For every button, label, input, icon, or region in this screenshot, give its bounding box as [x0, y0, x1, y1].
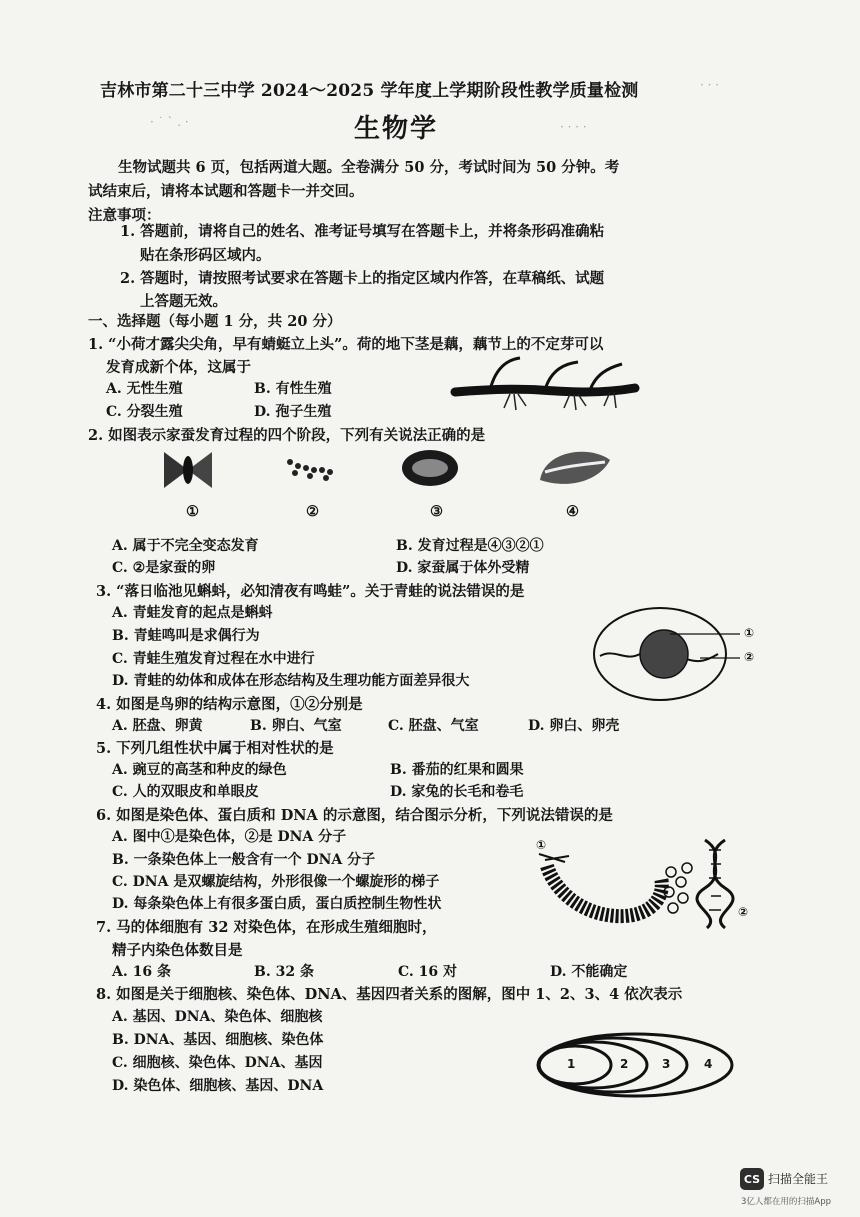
question-stem: 3. “落日临池见蝌蚪，必知清夜有鸣蛙”。关于青蛙的说法错误的是 [96, 583, 525, 600]
option: A. 豌豆的高茎和种皮的绿色 [112, 762, 287, 778]
option: B. 有性生殖 [254, 381, 332, 397]
question-stem: 精子内染色体数目是 [112, 942, 243, 959]
option: D. 卵白、卵壳 [528, 718, 620, 734]
option: C. 人的双眼皮和单眼皮 [112, 784, 259, 800]
option: B. 卵白、气室 [250, 718, 342, 734]
option: B. DNA、基因、细胞核、染色体 [112, 1032, 324, 1048]
option: C. 细胞核、染色体、DNA、基因 [112, 1055, 323, 1071]
figure-label: 1 [567, 1057, 576, 1071]
figure-label: ② [738, 905, 749, 919]
larva-leaf-drawing [540, 452, 610, 484]
intro-line: 试结束后，请将本试题和答题卡一并交回。 [88, 183, 364, 200]
subject-title: 生物学 [354, 114, 439, 144]
option: D. 染色体、细胞核、基因、DNA [112, 1078, 324, 1094]
lotus-rhizome-figure [450, 350, 640, 420]
silkworm-stages-figure [150, 440, 620, 520]
intro-line: 生物试题共 6 页，包括两道大题。全卷满分 50 分，考试时间为 50 分钟。考 [118, 159, 620, 176]
option: A. 无性生殖 [106, 381, 183, 397]
note-line: 贴在条形码区域内。 [140, 247, 271, 264]
option: B. 青蛙鸣叫是求偶行为 [112, 628, 260, 644]
question-stem: 1. “小荷才露尖尖角，早有蜻蜓立上头”。荷的地下茎是藕，藕节上的不定芽可以 [88, 336, 604, 353]
option: D. 青蛙的幼体和成体在形态结构及生理功能方面差异很大 [112, 673, 470, 689]
figure-label: ① [186, 503, 199, 520]
question-stem: 5. 下列几组性状中属于相对性状的是 [96, 740, 334, 757]
figure-label: ② [744, 650, 755, 664]
option: C. DNA 是双螺旋结构，外形很像一个螺旋形的梯子 [112, 874, 440, 890]
option: B. 一条染色体上一般含有一个 DNA 分子 [112, 852, 376, 868]
figure-label: 4 [704, 1057, 713, 1071]
option: D. 每条染色体上有很多蛋白质，蛋白质控制生物性状 [112, 896, 442, 912]
moth-drawing [164, 452, 212, 488]
option: A. 16 条 [112, 964, 171, 980]
option: A. 基因、DNA、染色体、细胞核 [112, 1009, 323, 1025]
notes-title: 注意事项： [88, 207, 161, 224]
option: D. 家蚕属于体外受精 [396, 560, 530, 576]
scanner-slogan: 3亿人都在用的扫描App [741, 1197, 832, 1207]
figure-label: 2 [620, 1057, 629, 1071]
option: C. 胚盘、气室 [388, 718, 479, 734]
figure-label: ① [744, 626, 755, 640]
section-heading: 一、选择题（每小题 1 分，共 20 分） [88, 313, 342, 330]
option: D. 家兔的长毛和卷毛 [390, 784, 524, 800]
option: A. 胚盘、卵黄 [112, 718, 203, 734]
figure-label: 3 [662, 1057, 671, 1071]
option: A. 青蛙发育的起点是蝌蚪 [112, 605, 273, 621]
scan-noise: · · · [700, 78, 720, 92]
note-line: 1. 答题前，请将自己的姓名、准考证号填写在答题卡上，并将条形码准确粘 [120, 223, 605, 240]
option: B. 番茄的红果和圆果 [390, 762, 524, 778]
option: D. 孢子生殖 [254, 404, 332, 420]
scanner-logo-icon: CS [740, 1168, 764, 1190]
option: C. 分裂生殖 [106, 404, 183, 420]
note-line: 2. 答题时，请按照考试要求在答题卡上的指定区域内作答，在草稿纸、试题 [120, 270, 605, 287]
chromosome-dna-figure [525, 832, 755, 932]
question-stem: 6. 如图是染色体、蛋白质和 DNA 的示意图，结合图示分析，下列说法错误的是 [96, 807, 613, 824]
question-stem: 8. 如图是关于细胞核、染色体、DNA、基因四者关系的图解，图中 1、2、3、4 依次表示 [96, 986, 683, 1003]
question-stem: 4. 如图是鸟卵的结构示意图，①②分别是 [96, 696, 363, 713]
figure-label: ① [536, 838, 547, 852]
option: A. 属于不完全变态发育 [112, 538, 259, 554]
figure-label: ② [306, 503, 319, 520]
exam-title: 吉林市第二十三中学 2024～2025 学年度上学期阶段性教学质量检测 [100, 81, 639, 101]
scan-noise: · · · · [560, 120, 587, 134]
eggs-drawing [287, 459, 333, 481]
option: A. 图中①是染色体，②是 DNA 分子 [112, 829, 347, 845]
option: C. ②是家蚕的卵 [112, 560, 216, 576]
bird-egg-figure [590, 604, 760, 704]
cocoon-drawing [402, 450, 458, 486]
question-stem: 2. 如图表示家蚕发育过程的四个阶段，下列有关说法正确的是 [88, 427, 486, 444]
option: D. 不能确定 [550, 964, 628, 980]
question-stem: 发育成新个体，这属于 [106, 359, 251, 376]
figure-label: ③ [430, 503, 443, 520]
scanner-app-name: 扫描全能王 [768, 1172, 829, 1186]
option: B. 32 条 [254, 964, 314, 980]
option: B. 发育过程是④③②① [396, 538, 544, 554]
question-stem: 7. 马的体细胞有 32 对染色体，在形成生殖细胞时， [96, 919, 437, 936]
option: C. 16 对 [398, 964, 458, 980]
scan-noise: · ˙ ` . · [150, 115, 189, 129]
note-line: 上答题无效。 [140, 293, 227, 310]
figure-label: ④ [566, 503, 579, 520]
option: C. 青蛙生殖发育过程在水中进行 [112, 651, 315, 667]
